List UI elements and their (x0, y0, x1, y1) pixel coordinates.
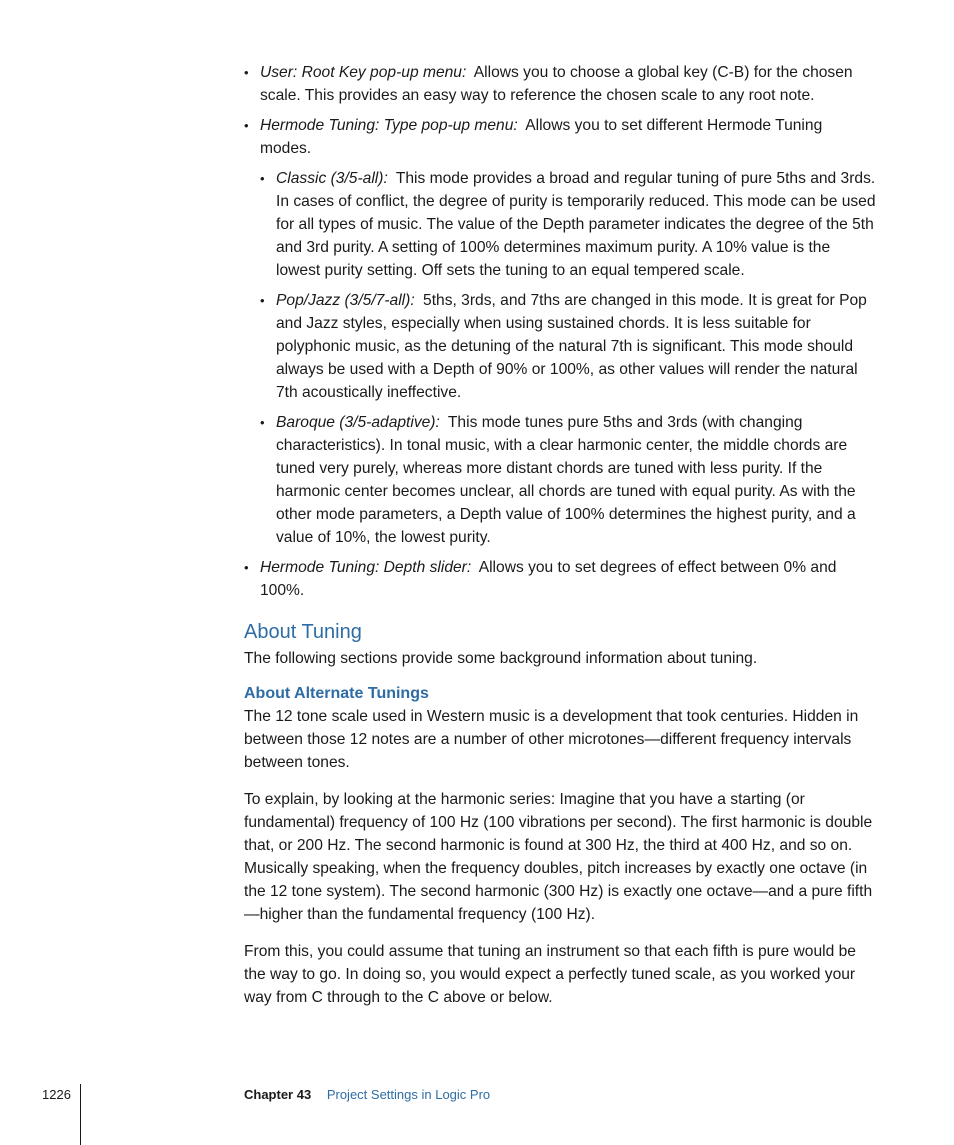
footer-divider (80, 1084, 81, 1145)
term-description: Allows you to choose a global key (C-B) for the chosen scale. This provides an easy way to reference the chosen scale to any root note. (260, 64, 853, 104)
section-heading: About Tuning (244, 621, 362, 643)
term-label: Pop/Jazz (3/5/7-all): (276, 292, 415, 309)
term-description: This mode tunes pure 5ths and 3rds (with changing characteristics). In tonal music, with a clear harmonic center, the middle chords are tuned very purely, whereas more distant chords are tuned with less purity. If the harmonic center becomes unclear, all chords are tuned with equal purity. As with the other mode parameters, a Depth value of 100% determines the highest purity, and a value of 10%, the lowest purity. (276, 414, 856, 546)
list-item (260, 167, 876, 282)
page-body (244, 61, 876, 1023)
term-description: 5ths, 3rds, and 7ths are changed in this mode. It is great for Pop and Jazz styles, especially when using sustained chords. It is less suitable for polyphonic music, as the detuning of the natural 7th is significant. This mode should always be used with a Depth of 90% or 100%, as other values will render the natural 7th acoustically ineffective. (276, 292, 867, 401)
list-item (244, 114, 876, 549)
body-paragraph: To explain, by looking at the harmonic series: Imagine that you have a starting (or fundamental) frequency of 100 Hz (100 vibrations per second). The first harmonic is double that, or 200 Hz. The second harmonic is found at 300 Hz, the third at 400 Hz, and so on. Musically speaking, when the frequency doubles, pitch increases by exactly one octave (in the 12 tone system). The second harmonic (300 Hz) is exactly one octave—and a pure fifth—higher than the fundamental frequency (100 Hz). (244, 791, 873, 923)
term-label: Hermode Tuning: Type pop-up menu: (260, 117, 518, 134)
page-footer (0, 1084, 954, 1145)
parameter-list (244, 61, 876, 602)
term-label: Hermode Tuning: Depth slider: (260, 559, 472, 576)
mode-list (260, 167, 876, 549)
page-number: 1226 (42, 1087, 71, 1102)
body-paragraph: From this, you could assume that tuning an instrument so that each fifth is pure would be the way to go. In doing so, you would expect a perfectly tuned scale, as you worked your way from C through to the C above or below. (244, 943, 856, 1006)
list-item (244, 61, 876, 107)
subsection-heading: About Alternate Tunings (244, 685, 429, 702)
term-label: User: Root Key pop-up menu: (260, 64, 467, 81)
list-item (244, 556, 876, 602)
chapter-label: Chapter 43 (244, 1087, 312, 1102)
body-paragraph: The 12 tone scale used in Western music is a development that took centuries. Hidden in between those 12 notes are a number of other microtones—different frequency intervals between tones. (244, 708, 859, 771)
list-item (260, 411, 876, 549)
term-label: Classic (3/5-all): (276, 170, 388, 187)
term-description: Allows you to set different Hermode Tuning modes. (260, 117, 823, 157)
term-description: Allows you to set degrees of effect between 0% and 100%. (260, 559, 837, 599)
term-description: This mode provides a broad and regular tuning of pure 5ths and 3rds. In cases of conflict, the degree of purity is temporarily reduced. This mode can be used for all types of music. The value of the Depth parameter indicates the degree of the 5th and 3rd purity. A setting of 100% determines maximum purity. A 10% value is the lowest purity setting. Off sets the tuning to an equal tempered scale. (276, 170, 876, 279)
chapter-reference (244, 1087, 490, 1102)
chapter-title: Project Settings in Logic Pro (326, 1087, 491, 1102)
term-label: Baroque (3/5-adaptive): (276, 414, 440, 431)
list-item (260, 289, 876, 404)
section-intro: The following sections provide some background information about tuning. (244, 650, 758, 667)
